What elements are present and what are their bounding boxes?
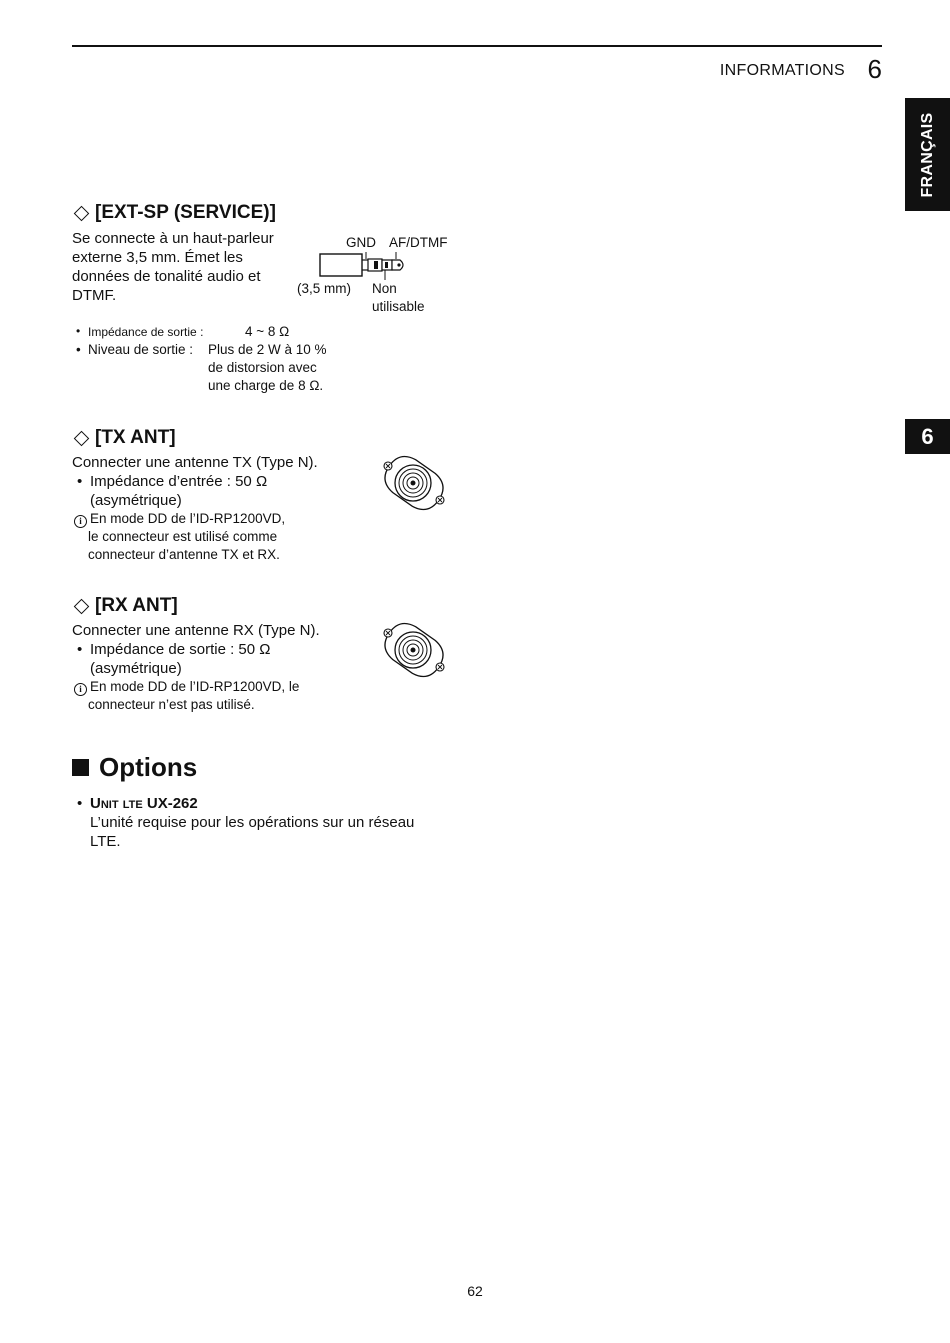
note-line: En mode DD de l’ID-RP1200VD, le [90,679,300,694]
jack-unused-line: Non [372,281,397,296]
options-item [90,794,414,851]
n-connector-icon [376,455,452,511]
tx-ant-bullet: • [77,473,83,490]
page-number: 62 [467,1283,483,1299]
options-item-model: UX-262 [146,795,198,812]
options-item-name: Unit lte [90,795,143,812]
bullet-line: Impédance d’entrée : 50 Ω [90,473,268,490]
ext-sp-desc-line: DTMF. [72,287,117,304]
diamond-icon [74,598,90,614]
tx-ant-bullet-text [90,472,267,510]
jack-gnd-label: GND [346,235,376,250]
info-icon: i [74,683,87,696]
note-line: le connecteur est utilisé comme [88,529,278,544]
ext-sp-desc-line: données de tonalité audio et [72,268,261,285]
rx-ant-note [74,678,299,714]
options-title: Options [99,752,198,782]
jack-unused-label [372,280,425,316]
rx-ant-heading [72,595,178,617]
jack-af-label: AF/DTMF [389,235,448,250]
spec-value-line: une charge de 8 Ω. [208,378,324,393]
jack-unused-line: utilisable [372,299,425,314]
rx-ant-bullet: • [77,641,83,658]
rx-ant-bullet-text [90,640,270,678]
jack-size-label: (3,5 mm) [297,281,351,296]
options-item-desc-line: L’unité requise pour les opérations sur un réseau [90,814,415,831]
ext-sp-title: [EXT-SP (SERVICE)] [95,202,276,223]
ext-sp-description [72,229,274,305]
note-line: connecteur n’est pas utilisé. [88,697,255,712]
spec-output-impedance-label: Impédance de sortie : [88,325,204,339]
spec-value-line: de distorsion avec [208,360,317,375]
jack-plug-icon [316,250,416,282]
options-bullet: • [77,795,83,812]
note-line: En mode DD de l’ID-RP1200VD, [90,511,286,526]
bullet-line: Impédance de sortie : 50 Ω [90,641,271,658]
ext-sp-heading [72,202,276,224]
tx-ant-description: Connecter une antenne TX (Type N). [72,454,318,471]
spec-output-level-label: Niveau de sortie : [88,342,194,357]
spec-value-line: Plus de 2 W à 10 % [208,342,327,357]
tx-ant-title: [TX ANT] [95,427,176,448]
language-tab [905,98,950,211]
spec-bullet: • [76,324,81,338]
options-item-desc-line: LTE. [90,833,121,850]
options-heading [72,752,197,783]
diamond-icon [74,205,90,221]
tx-ant-note [74,510,285,564]
rx-ant-description: Connecter une antenne RX (Type N). [72,622,320,639]
spec-bullet: • [76,342,81,357]
spec-output-level-value [208,341,327,395]
chapter-tab: 6 [905,419,950,454]
info-icon: i [74,515,87,528]
section-title: INFORMATIONS [719,62,845,79]
header-rule [72,45,882,47]
ext-sp-desc-line: Se connecte à un haut-parleur [72,230,274,247]
ext-sp-desc-line: externe 3,5 mm. Émet les [72,249,243,266]
spec-output-impedance-value: 4 ~ 8 Ω [245,324,290,339]
note-line: connecteur d’antenne TX et RX. [88,547,280,562]
chapter-number: 6 [867,54,882,84]
rx-ant-title: [RX ANT] [95,595,178,616]
tx-ant-heading [72,427,176,449]
bullet-line: (asymétrique) [90,492,182,509]
diamond-icon [74,430,90,446]
language-tab-label: FRANÇAIS [918,111,936,198]
square-bullet-icon [72,759,89,776]
n-connector-icon [376,622,452,678]
bullet-line: (asymétrique) [90,660,182,677]
options-item-name-line [90,794,414,813]
